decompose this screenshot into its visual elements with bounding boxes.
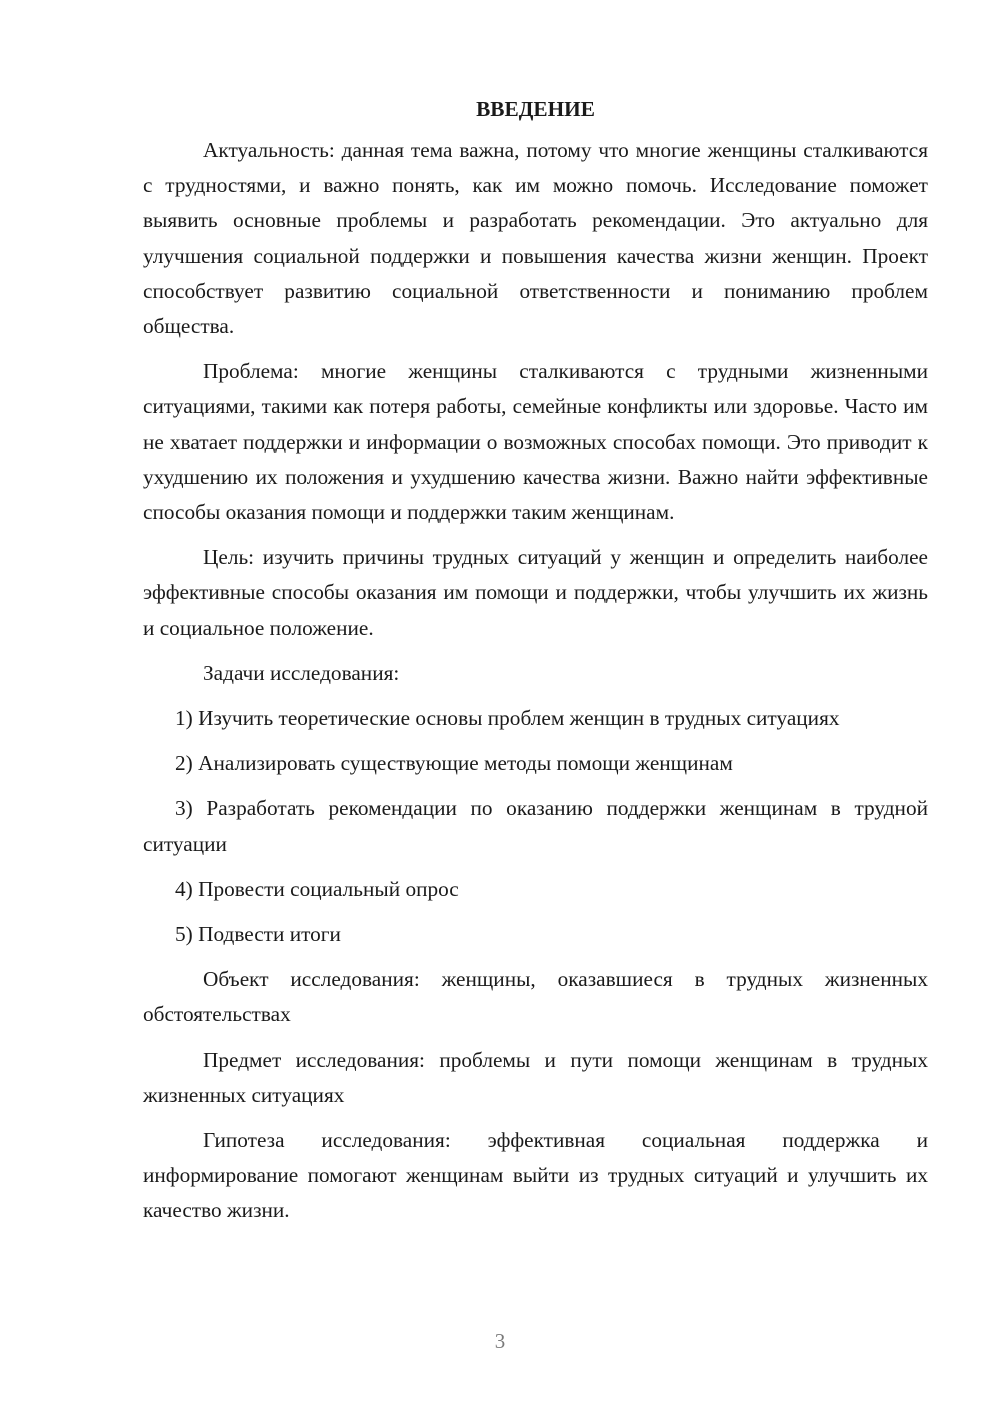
problem-paragraph: Проблема: многие женщины сталкиваются с трудными жизненными ситуациями, такими как потеря работы, семейные конфликты или здоровье. Часто им не хватает поддержки и информации о возможных способах помощи. Это приводит к ухудшению их положения и ухудшению качества жизни. Важно найти эффективные способы оказания помощи и поддержки таким женщинам. bbox=[143, 359, 928, 525]
task-item: 1) Изучить теоретические основы проблем женщин в трудных ситуациях bbox=[175, 706, 840, 731]
object-paragraph: Объект исследования: женщины, оказавшиеся в трудных жизненных обстоятельствах bbox=[143, 967, 928, 1027]
task-item: 5) Подвести итоги bbox=[175, 922, 341, 947]
hypothesis-paragraph: Гипотеза исследования: эффективная социальная поддержка и информирование помогают женщинам выйти из трудных ситуаций и улучшить их качество жизни. bbox=[143, 1128, 928, 1223]
relevance-paragraph: Актуальность: данная тема важна, потому что многие женщины сталкиваются с трудностями, и важно понять, как им можно помочь. Исследование поможет выявить основные проблемы и разработать рекомендации. Это актуально для улучшения социальной поддержки и повышения качества жизни женщин. Проект способствует развитию социальной ответственности и пониманию проблем общества. bbox=[143, 138, 928, 339]
task-item: 2) Анализировать существующие методы помощи женщинам bbox=[175, 751, 733, 776]
document-page bbox=[143, 92, 928, 1239]
page-number: 3 bbox=[494, 1329, 506, 1353]
task-item: 3) Разработать рекомендации по оказанию поддержки женщинам в трудной ситуации bbox=[143, 796, 928, 856]
task-item: 4) Провести социальный опрос bbox=[175, 876, 459, 901]
page-title: ВВЕДЕНИЕ bbox=[476, 97, 595, 121]
subject-paragraph: Предмет исследования: проблемы и пути помощи женщинам в трудных жизненных ситуациях bbox=[143, 1047, 928, 1107]
tasks-heading: Задачи исследования: bbox=[203, 660, 400, 685]
goal-paragraph: Цель: изучить причины трудных ситуаций у женщин и определить наиболее эффективные способы оказания им помощи и поддержки, чтобы улучшить их жизнь и социальное положение. bbox=[143, 545, 928, 640]
